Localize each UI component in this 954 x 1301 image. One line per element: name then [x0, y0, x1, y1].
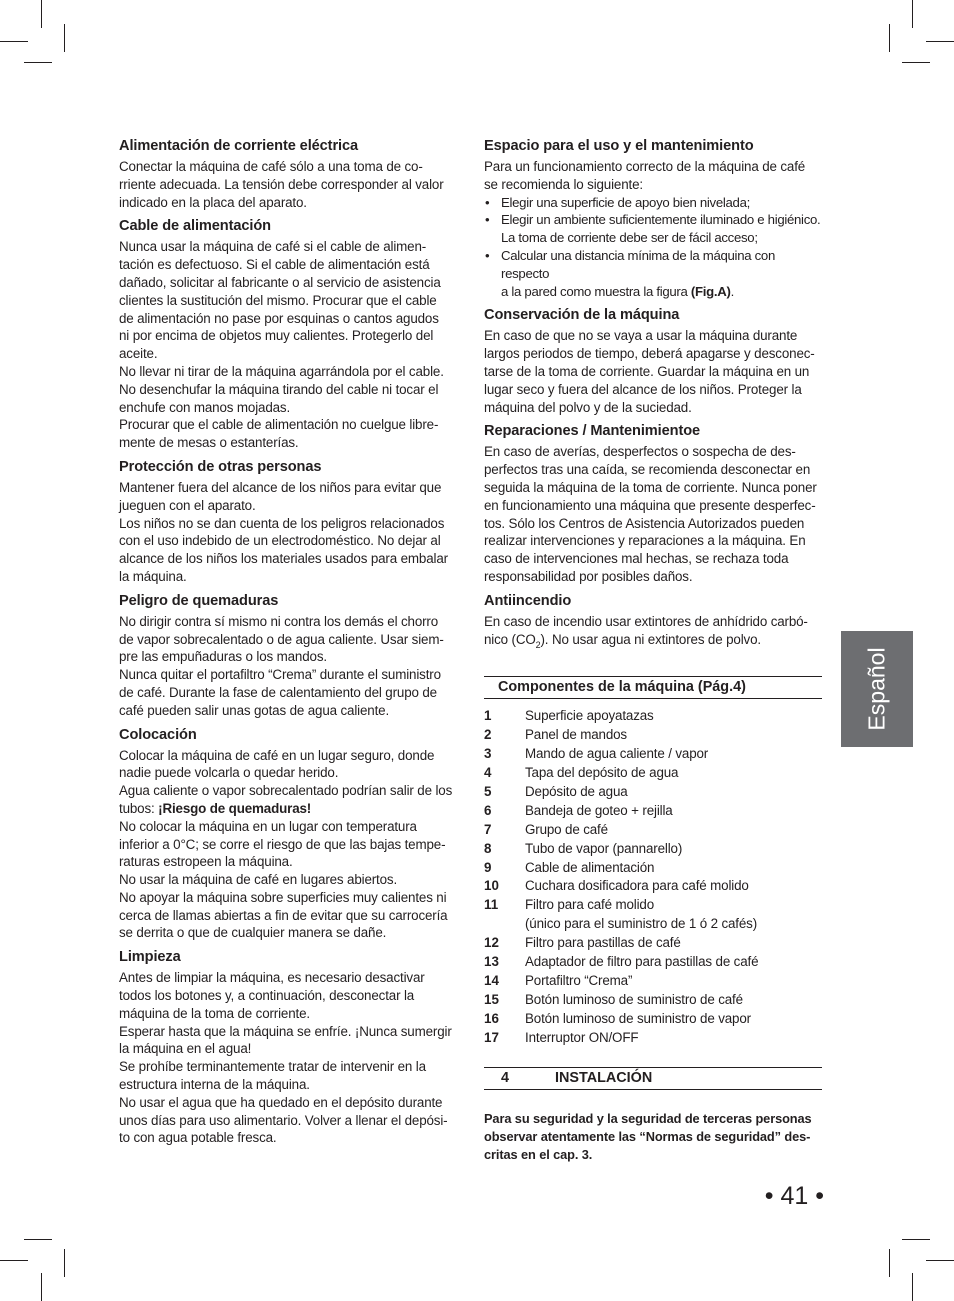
component-number: 16	[484, 1010, 499, 1026]
section-body	[484, 613, 822, 651]
component-number: 8	[484, 840, 492, 856]
warning-text: ¡Riesgo de quemaduras!	[158, 800, 312, 816]
components-list	[484, 707, 822, 1047]
crop-mark	[902, 1239, 930, 1240]
bullet-icon: •	[485, 247, 490, 263]
bullet-icon: •	[485, 212, 490, 228]
section-body: Nunca usar la máquina de café si el cable de alimen- tación es defectuoso. Si el cable de alimentación está dañado, solicitar al fabricante o al servicio de asistencia clientes la sustitución del mismo. Procurar que el cable de alimentación no pase por esquinas o cantos agudos ni por encima de objetos muy calientes. Protegerlo del aceite. No llevar ni tirar de la máquina agarrándola por el cable. No desenchufar la máquina tirando del cable ni tocar el enchufe con manos mojadas. Procurar que el cable de alimentación no cuelgue libre- mente de mesas o estanterías.	[119, 239, 444, 451]
body-text: No colocar la máquina en un lugar con temperatura inferior a 0°C; se corre el riesgo de que las bajas tempe- raturas estropeen la máquina. No usar la máquina de café en lugares abiertos. No apoyar la máquina sobre superficies muy calientes ni cerca de llamas abiertas a fin de evitar que su carrocería se derrita o que de cualquier manera se dañe.	[119, 818, 448, 941]
component-item	[484, 840, 822, 859]
section-title: Peligro de quemaduras	[119, 592, 279, 609]
component-number: 14	[484, 973, 499, 989]
component-number: 15	[484, 991, 499, 1007]
section-title: Limpieza	[119, 949, 181, 966]
section-cable	[119, 217, 459, 452]
component-number: 12	[484, 935, 499, 951]
crop-mark	[0, 1260, 28, 1261]
safety-note: Para su seguridad y la seguridad de terceras personas observar atentamente las “Normas de seguridad” des- critas en el cap. 3.	[484, 1110, 812, 1162]
body-text: nico (CO	[484, 631, 536, 647]
crop-mark	[64, 24, 65, 52]
section-espacio	[484, 137, 822, 300]
component-label: Cuchara dosificadora para café molido	[525, 878, 749, 894]
list-item-text: Elegir un ambiente suficientemente iluminado e higiénico. La toma de corriente debe ser de fácil acceso;	[501, 212, 821, 246]
component-label: Mando de agua caliente / vapor	[525, 746, 709, 762]
section-body: No dirigir contra sí mismo ni contra los demás el chorro de vapor sobrecalentado o de agua caliente. Usar siem- pre las empuñaduras o los mandos. Nunca quitar el portafiltro “Crema” durante el suministro de café. Durante la fase de calentamiento del grupo de café pueden salir unas gotas de agua caliente.	[119, 613, 444, 718]
crop-mark	[24, 1239, 52, 1240]
crop-mark	[889, 1249, 890, 1277]
component-label: Cable de alimentación	[525, 859, 655, 875]
component-item	[484, 859, 822, 878]
section-title: Cable de alimentación	[119, 218, 271, 235]
section-body: Mantener fuera del alcance de los niños para evitar que jueguen con el aparato. Los niños no se dan cuenta de los peligros relacionados con el uso indebido de un electrodoméstico. No dejar al alcance de los niños los materiales usados para embalar la máquina.	[119, 479, 448, 584]
section-antiincendio	[484, 592, 822, 651]
component-number: 6	[484, 802, 492, 818]
page-number: • 41 •	[764, 1182, 824, 1210]
crop-mark	[902, 62, 930, 63]
component-item	[484, 745, 822, 764]
component-number: 1	[484, 708, 492, 724]
component-item	[484, 972, 822, 991]
component-number: 2	[484, 727, 492, 743]
component-label: Panel de mandos	[525, 727, 627, 743]
chapter-title: INSTALACIÓN	[555, 1069, 653, 1086]
bullet-list	[484, 194, 822, 301]
language-tab	[841, 631, 913, 747]
component-item	[484, 877, 822, 896]
component-item	[484, 821, 822, 840]
component-number: 17	[484, 1029, 499, 1045]
section-title: Antiincendio	[484, 592, 572, 609]
section-colocacion	[119, 726, 459, 943]
component-label: Bandeja de goteo + rejilla	[525, 802, 673, 818]
list-item	[484, 211, 822, 247]
component-item	[484, 991, 822, 1010]
body-text: Colocar la máquina de café en un lugar seguro, donde nadie puede volcarla o quedar herido. Agua caliente o vapor sobrecalentado podrían salir de los tubos:	[119, 747, 453, 816]
crop-mark	[24, 62, 52, 63]
subscript: 2	[535, 639, 541, 650]
component-number: 11	[484, 897, 499, 913]
section-body: Conectar la máquina de café sólo a una toma de co- rriente adecuada. La tensión debe corresponder al valor indicado en la placa del aparato.	[119, 159, 444, 210]
crop-mark	[0, 41, 28, 42]
crop-mark	[64, 1249, 65, 1277]
crop-mark	[889, 24, 890, 52]
section-reparaciones	[484, 422, 822, 585]
body-text: En caso de incendio usar extintores de anhídrido carbó-	[484, 613, 808, 629]
component-label: Filtro para pastillas de café	[525, 935, 681, 951]
list-item	[484, 247, 822, 300]
component-number: 7	[484, 821, 492, 837]
language-label: Español	[863, 647, 890, 731]
component-number: 9	[484, 859, 492, 875]
list-item-text: Elegir una superficie de apoyo bien nivelada;	[501, 194, 750, 210]
section-title: Colocación	[119, 726, 197, 743]
component-number: 13	[484, 954, 499, 970]
crop-mark	[41, 0, 42, 28]
component-item	[484, 953, 822, 972]
component-label: Depósito de agua	[525, 783, 628, 799]
section-body	[119, 747, 459, 943]
section-body: Antes de limpiar la máquina, es necesario desactivar todos los botones y, a continuación, desconectar la máquina de la toma de corriente. Esperar hasta que la máquina se enfríe. ¡Nunca sumergir la máquina en el agua! Se prohíbe terminantemente tratar de intervenir en la estructura interna de la máquina. No usar el agua que ha quedado en el depósito durante unos días para uso alimentario. Volver a llenar el depósi- to con agua potable fresca.	[119, 970, 452, 1146]
component-label: Superficie apoyatazas	[525, 708, 654, 724]
component-label: Grupo de café	[525, 821, 608, 837]
component-label: Interruptor ON/OFF	[525, 1029, 639, 1045]
section-body: Para un funcionamiento correcto de la máquina de café se recomienda lo siguiente:	[484, 159, 806, 192]
section-title: Reparaciones / Mantenimientoe	[484, 423, 701, 440]
component-label: Tubo de vapor (pannarello)	[525, 840, 683, 856]
component-item	[484, 1029, 822, 1048]
section-title: Conservación de la máquina	[484, 307, 680, 324]
crop-mark	[41, 1273, 42, 1301]
section-body: En caso de que no se vaya a usar la máquina durante largos periodos de tiempo, deberá apagarse y desconec- tarse de la toma de corriente. Guardar la máquina en un lugar seco y fuera del alcance de los niños. Proteger la máquina del polvo y de la suciedad.	[484, 328, 815, 415]
crop-mark	[926, 41, 954, 42]
section-limpieza	[119, 948, 459, 1147]
section-body: En caso de averías, desperfectos o sospecha de des- perfectos tras una caída, se recomienda desconectar en seguida la máquina de la toma de corriente. Nunca poner en funcionamiento una máquina que presente desperfec- tos. Sólo los Centros de Asistencia Autorizados pueden realizar intervenciones y reparaciones a la máquina. En caso de intervenciones mal hechas, se rechaza toda responsabilidad por posibles daños.	[484, 444, 817, 584]
component-item	[484, 896, 822, 934]
component-item	[484, 1010, 822, 1029]
list-item	[484, 194, 822, 212]
crop-mark	[912, 1273, 913, 1301]
section-proteccion	[119, 458, 459, 586]
component-label: Tapa del depósito de agua	[525, 765, 679, 781]
component-label: Portafiltro “Crema”	[525, 973, 633, 989]
component-number: 4	[484, 765, 492, 781]
figure-reference: (Fig.A)	[690, 283, 731, 299]
component-label: Botón luminoso de suministro de vapor	[525, 1010, 751, 1026]
component-number: 3	[484, 746, 492, 762]
section-title: Alimentación de corriente eléctrica	[119, 138, 359, 154]
component-item	[484, 726, 822, 745]
component-label: Adaptador de filtro para pastillas de café	[525, 954, 759, 970]
crop-mark	[926, 1260, 954, 1261]
component-label: Botón luminoso de suministro de café	[525, 991, 743, 1007]
section-title: Protección de otras personas	[119, 458, 322, 475]
list-item-text: Calcular una distancia mínima de la máquina con respecto a la pared como muestra la figura	[501, 247, 775, 299]
component-number: 5	[484, 783, 492, 799]
section-conservacion	[484, 306, 822, 416]
section-alimentacion	[119, 137, 459, 211]
section-quemaduras	[119, 592, 459, 720]
right-column	[484, 137, 822, 1176]
crop-mark	[912, 0, 913, 28]
component-item	[484, 802, 822, 821]
component-item	[484, 783, 822, 802]
component-label: Filtro para café molido (único para el suministro de 1 ó 2 cafés)	[525, 897, 758, 932]
section-title: Espacio para el uso y el mantenimiento	[484, 138, 754, 154]
body-text: ). No usar agua ni extintores de polvo.	[540, 631, 761, 647]
installation-heading	[484, 1067, 822, 1090]
bullet-icon: •	[485, 194, 490, 210]
component-number: 10	[484, 878, 499, 894]
chapter-number: 4	[501, 1069, 510, 1086]
component-item	[484, 934, 822, 953]
components-heading: Componentes de la máquina (Pág.4)	[484, 676, 822, 699]
component-item	[484, 764, 822, 783]
left-column	[119, 137, 459, 1153]
component-item	[484, 707, 822, 726]
list-item-text: .	[730, 283, 734, 299]
